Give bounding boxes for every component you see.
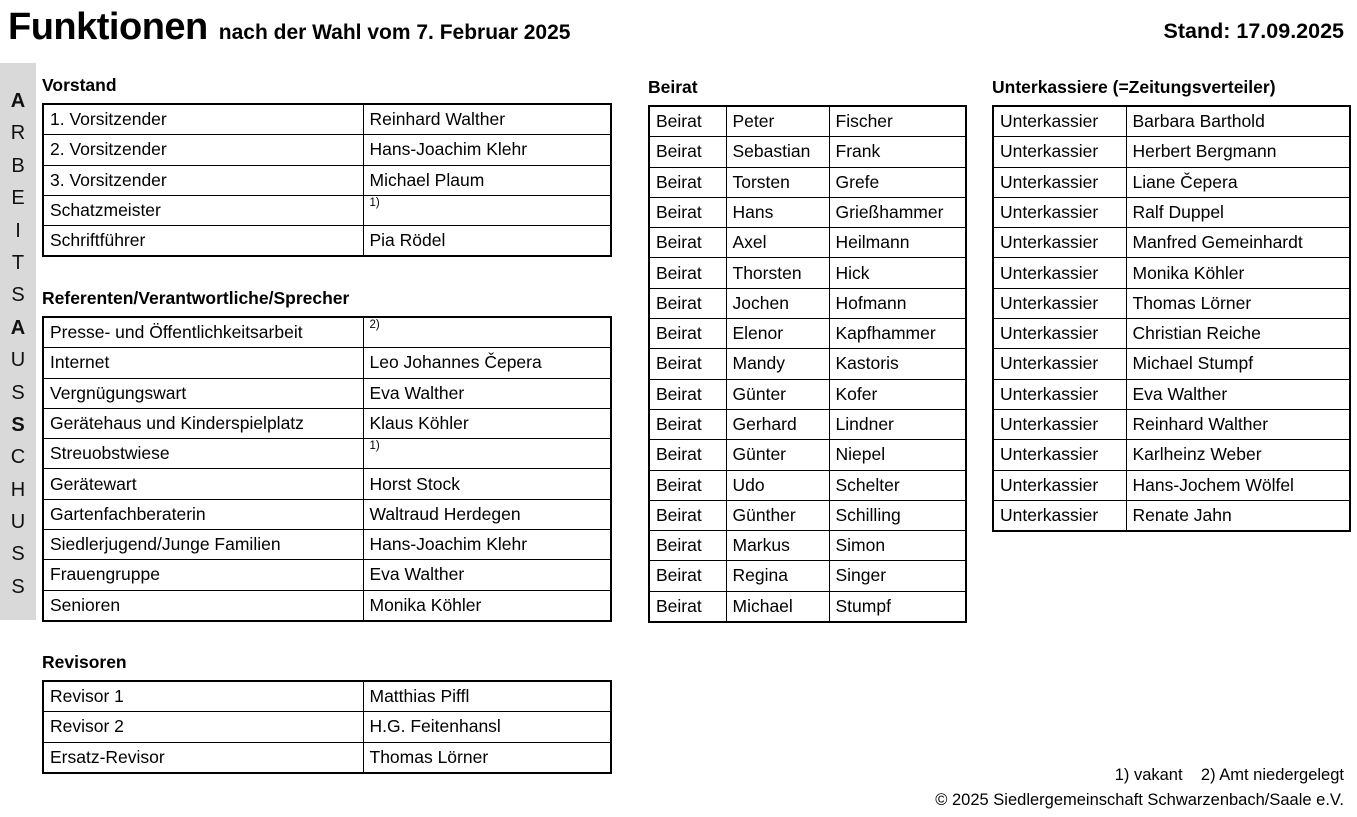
section-referenten (42, 288, 612, 622)
section-heading-referenten: Referenten/Verantwortliche/Sprecher (42, 288, 350, 308)
table-row (649, 288, 966, 318)
sidebar-letter: E (11, 187, 25, 210)
section-beirat (648, 77, 967, 623)
footnotes: 1) vakant 2) Amt niedergelegt (1114, 766, 1344, 784)
table-row (649, 319, 966, 349)
table-cell: Horst Stock (363, 469, 611, 499)
table-cell: Günther (726, 500, 829, 530)
table-cell: Unterkassier (993, 288, 1126, 318)
table-cell: Schriftführer (43, 226, 363, 257)
table-cell: Liane Čepera (1126, 167, 1350, 197)
table-cell: Beirat (649, 500, 726, 530)
table-cell: Senioren (43, 590, 363, 621)
table-cell: Ralf Duppel (1126, 197, 1350, 227)
table-cell: Regina (726, 561, 829, 591)
table-cell: Heilmann (829, 228, 966, 258)
table-cell: Pia Rödel (363, 226, 611, 257)
section-vorstand (42, 75, 612, 257)
table-cell: Vergnügungswart (43, 378, 363, 408)
table-row (649, 409, 966, 439)
table-cell: Michael (726, 591, 829, 622)
section-heading-beirat: Beirat (648, 77, 698, 97)
section-revisoren (42, 652, 612, 774)
table-cell: Monika Köhler (1126, 258, 1350, 288)
table-row (993, 500, 1350, 531)
table-cell: Peter (726, 106, 829, 137)
table-row (649, 440, 966, 470)
stand-date: Stand: 17.09.2025 (1163, 19, 1344, 43)
table-row (43, 469, 611, 499)
table-row (993, 409, 1350, 439)
footnote-marker: 2) (369, 319, 380, 332)
table-cell: Unterkassier (993, 470, 1126, 500)
table-cell: Beirat (649, 106, 726, 137)
table-cell: Grefe (829, 167, 966, 197)
table-row (649, 197, 966, 227)
table-cell: Elenor (726, 319, 829, 349)
sidebar-letter: U (10, 349, 26, 372)
table-cell: Thomas Lörner (1126, 288, 1350, 318)
table-row (43, 165, 611, 195)
table-cell: Beirat (649, 470, 726, 500)
table-cell: Thorsten (726, 258, 829, 288)
table-cell: Kastoris (829, 349, 966, 379)
table-cell: Eva Walther (363, 560, 611, 590)
table-row (993, 228, 1350, 258)
sidebar-letter: S (11, 543, 25, 566)
table-cell: Reinhard Walther (1126, 409, 1350, 439)
table-cell: Beirat (649, 349, 726, 379)
table-row (43, 104, 611, 135)
table-cell: H.G. Feitenhansl (363, 712, 611, 742)
table-cell: Singer (829, 561, 966, 591)
table-row (649, 258, 966, 288)
sidebar-letter: S (11, 284, 25, 307)
table-row (993, 319, 1350, 349)
table-cell: Hans-Jochem Wölfel (1126, 470, 1350, 500)
table-cell: Monika Köhler (363, 590, 611, 621)
table-cell: Axel (726, 228, 829, 258)
table-row (993, 137, 1350, 167)
table-cell: Beirat (649, 167, 726, 197)
vertical-label-arbeitsausschuss (0, 63, 36, 620)
sidebar-letter: I (15, 219, 21, 242)
table-cell: Herbert Bergmann (1126, 137, 1350, 167)
table-row (649, 379, 966, 409)
table-cell: Manfred Gemeinhardt (1126, 228, 1350, 258)
table-cell: Unterkassier (993, 349, 1126, 379)
table-cell: 3. Vorsitzender (43, 165, 363, 195)
table-cell: Thomas Lörner (363, 742, 611, 773)
table-cell: Siedlerjugend/Junge Familien (43, 530, 363, 560)
table-cell: Jochen (726, 288, 829, 318)
table-cell (363, 195, 611, 225)
table-row (43, 590, 611, 621)
table-row (43, 135, 611, 165)
table-row (649, 561, 966, 591)
table-row (43, 226, 611, 257)
table-row (649, 106, 966, 137)
table-row (649, 349, 966, 379)
table-row (993, 197, 1350, 227)
table-row (649, 137, 966, 167)
table-cell: Unterkassier (993, 197, 1126, 227)
table-cell: Unterkassier (993, 319, 1126, 349)
table-cell: Beirat (649, 409, 726, 439)
table-cell (363, 439, 611, 469)
table-row (43, 195, 611, 225)
table-cell: Streuobstwiese (43, 439, 363, 469)
copyright: © 2025 Siedlergemeinschaft Schwarzenbach/Saale e.V. (935, 791, 1344, 809)
table-row (43, 530, 611, 560)
table-cell: Eva Walther (1126, 379, 1350, 409)
table-row (43, 681, 611, 712)
table-cell: Beirat (649, 531, 726, 561)
table-row (43, 348, 611, 378)
table-cell: Karlheinz Weber (1126, 440, 1350, 470)
table-cell: Beirat (649, 561, 726, 591)
table-cell: Hans-Joachim Klehr (363, 530, 611, 560)
table-cell: Beirat (649, 319, 726, 349)
table-cell: Hans-Joachim Klehr (363, 135, 611, 165)
table-cell: Internet (43, 348, 363, 378)
table-cell: Mandy (726, 349, 829, 379)
section-heading-unterkassiere: Unterkassiere (=Zeitungsverteiler) (992, 77, 1276, 97)
footnote-marker: 1) (369, 440, 380, 453)
table-cell: Gerhard (726, 409, 829, 439)
table-row (43, 378, 611, 408)
sidebar-letter: H (10, 478, 26, 501)
table-row (43, 560, 611, 590)
table-cell: Unterkassier (993, 500, 1126, 531)
table-cell: Stumpf (829, 591, 966, 622)
table-cell: Christian Reiche (1126, 319, 1350, 349)
table-cell: Kofer (829, 379, 966, 409)
table-cell: Gerätehaus und Kinderspielplatz (43, 408, 363, 438)
table-row (993, 349, 1350, 379)
table-row (993, 258, 1350, 288)
sidebar-letter: B (11, 154, 25, 177)
table-cell: Unterkassier (993, 106, 1126, 137)
table-row (43, 499, 611, 529)
table-cell: Günter (726, 379, 829, 409)
sidebar-letter: A (10, 90, 26, 112)
table-row (43, 742, 611, 773)
referenten-table (42, 316, 612, 622)
table-cell: Beirat (649, 228, 726, 258)
table-row (43, 712, 611, 742)
table-cell: Unterkassier (993, 440, 1126, 470)
table-cell: Simon (829, 531, 966, 561)
table-cell: Fischer (829, 106, 966, 137)
sidebar-letter: T (11, 251, 25, 274)
table-cell: Eva Walther (363, 378, 611, 408)
table-row (993, 288, 1350, 318)
section-heading-revisoren: Revisoren (42, 652, 127, 672)
table-cell: Unterkassier (993, 379, 1126, 409)
unterkassiere-table (992, 105, 1351, 532)
sidebar-letter: A (10, 316, 26, 339)
table-cell: Niepel (829, 440, 966, 470)
table-row (649, 167, 966, 197)
table-row (649, 591, 966, 622)
table-row (43, 317, 611, 348)
table-cell: 2. Vorsitzender (43, 135, 363, 165)
table-cell: Grießhammer (829, 197, 966, 227)
section-heading-vorstand: Vorstand (42, 75, 117, 95)
table-row (993, 440, 1350, 470)
page-subtitle: nach der Wahl vom 7. Februar 2025 (218, 21, 571, 44)
table-cell: Beirat (649, 197, 726, 227)
table-cell: Frauengruppe (43, 560, 363, 590)
table-cell: Schilling (829, 500, 966, 530)
table-row (993, 470, 1350, 500)
table-cell: Revisor 1 (43, 681, 363, 712)
table-row (43, 408, 611, 438)
document-header (8, 6, 570, 49)
table-row (649, 531, 966, 561)
table-cell: Unterkassier (993, 137, 1126, 167)
sidebar-letter: C (10, 446, 26, 469)
sidebar-letter: S (11, 381, 25, 404)
table-cell: Beirat (649, 591, 726, 622)
table-cell: Beirat (649, 288, 726, 318)
table-cell: Schelter (829, 470, 966, 500)
footnote-marker: 1) (369, 197, 380, 210)
table-cell: Revisor 2 (43, 712, 363, 742)
section-unterkassiere (992, 77, 1351, 532)
table-row (649, 228, 966, 258)
table-cell: Matthias Piffl (363, 681, 611, 712)
table-cell: Unterkassier (993, 258, 1126, 288)
table-cell: 1. Vorsitzender (43, 104, 363, 135)
table-cell: Klaus Köhler (363, 408, 611, 438)
table-cell: Lindner (829, 409, 966, 439)
table-cell: Beirat (649, 379, 726, 409)
table-cell: Markus (726, 531, 829, 561)
table-cell: Barbara Barthold (1126, 106, 1350, 137)
table-row (43, 439, 611, 469)
table-cell: Hofmann (829, 288, 966, 318)
table-cell: Unterkassier (993, 409, 1126, 439)
revisoren-table (42, 680, 612, 774)
vorstand-table (42, 103, 612, 257)
table-cell: Hick (829, 258, 966, 288)
table-cell: Leo Johannes Čepera (363, 348, 611, 378)
table-cell: Frank (829, 137, 966, 167)
table-cell: Unterkassier (993, 167, 1126, 197)
table-row (649, 500, 966, 530)
sidebar-letter: S (11, 413, 25, 436)
page-title: Funktionen (8, 6, 208, 48)
table-cell: Michael Plaum (363, 165, 611, 195)
sidebar-letter: S (11, 575, 25, 598)
table-cell (363, 317, 611, 348)
table-cell: Unterkassier (993, 228, 1126, 258)
table-cell: Reinhard Walther (363, 104, 611, 135)
sidebar-letter: R (10, 122, 26, 145)
table-cell: Schatzmeister (43, 195, 363, 225)
table-cell: Beirat (649, 137, 726, 167)
table-row (649, 470, 966, 500)
table-cell: Waltraud Herdegen (363, 499, 611, 529)
table-cell: Michael Stumpf (1126, 349, 1350, 379)
table-cell: Ersatz-Revisor (43, 742, 363, 773)
table-cell: Sebastian (726, 137, 829, 167)
table-cell: Hans (726, 197, 829, 227)
table-row (993, 106, 1350, 137)
table-cell: Torsten (726, 167, 829, 197)
table-cell: Kapfhammer (829, 319, 966, 349)
table-cell: Udo (726, 470, 829, 500)
table-cell: Gartenfachberaterin (43, 499, 363, 529)
table-cell: Renate Jahn (1126, 500, 1350, 531)
table-cell: Gerätewart (43, 469, 363, 499)
table-row (993, 167, 1350, 197)
table-row (993, 379, 1350, 409)
sidebar-letter: U (10, 511, 26, 534)
table-cell: Beirat (649, 258, 726, 288)
beirat-table (648, 105, 967, 623)
table-cell: Günter (726, 440, 829, 470)
table-cell: Beirat (649, 440, 726, 470)
table-cell: Presse- und Öffentlichkeitsarbeit (43, 317, 363, 348)
